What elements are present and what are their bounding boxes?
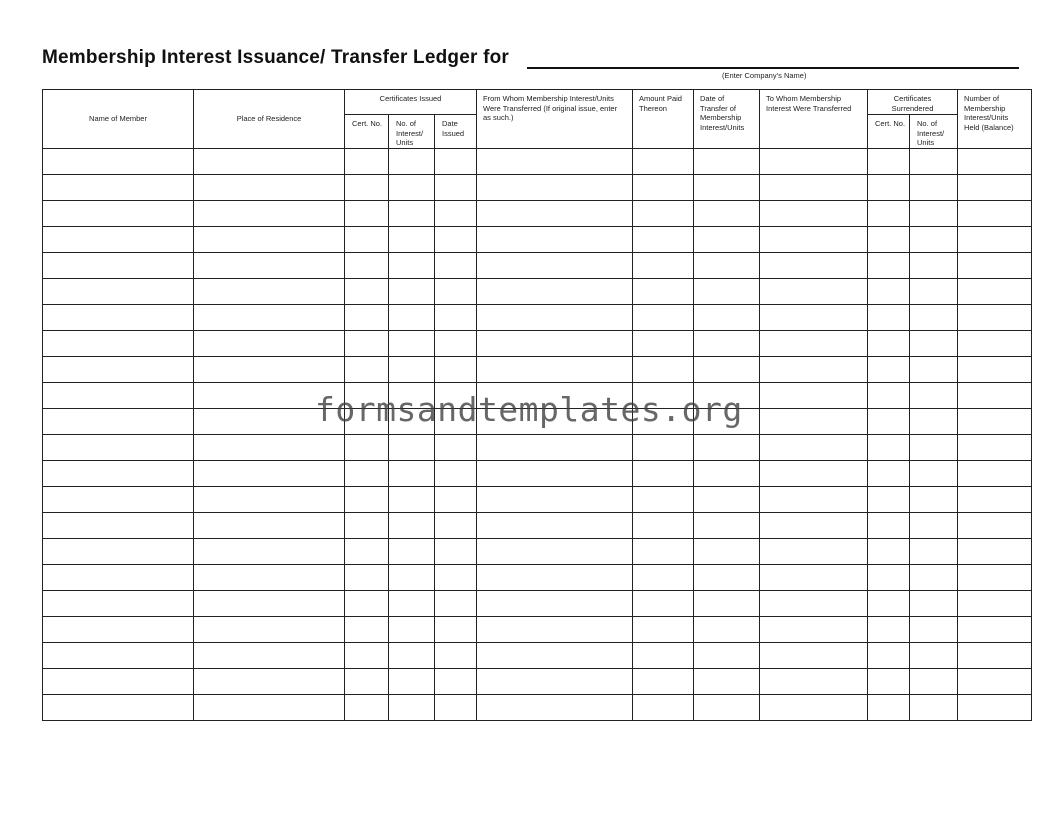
ledger-row xyxy=(43,434,1032,460)
cell-surrendered-cert-no[interactable] xyxy=(868,252,910,278)
cell-amount-paid[interactable] xyxy=(633,642,694,668)
cell-date-of-transfer[interactable] xyxy=(694,278,760,304)
cell-to-whom[interactable] xyxy=(760,174,868,200)
cell-surrendered-cert-no[interactable] xyxy=(868,226,910,252)
cell-place-of-residence[interactable] xyxy=(194,538,345,564)
cell-to-whom[interactable] xyxy=(760,564,868,590)
col-date-of-transfer: Date of Transfer of Membership Interest/Units xyxy=(694,90,760,149)
cell-place-of-residence[interactable] xyxy=(194,642,345,668)
cell-issued-date[interactable] xyxy=(435,226,477,252)
cell-from-whom[interactable] xyxy=(477,434,633,460)
cell-surrendered-no-of-interest[interactable] xyxy=(910,668,958,694)
cell-surrendered-cert-no[interactable] xyxy=(868,486,910,512)
cell-place-of-residence[interactable] xyxy=(194,590,345,616)
cell-to-whom[interactable] xyxy=(760,200,868,226)
cell-number-held[interactable] xyxy=(958,512,1032,538)
cell-surrendered-cert-no[interactable] xyxy=(868,642,910,668)
cell-amount-paid[interactable] xyxy=(633,616,694,642)
cell-number-held[interactable] xyxy=(958,382,1032,408)
ledger-row xyxy=(43,226,1032,252)
cell-issued-cert-no[interactable] xyxy=(345,668,389,694)
cell-issued-no-of-interest[interactable] xyxy=(389,434,435,460)
col-issued-date: Date Issued xyxy=(435,115,477,149)
cell-name-of-member[interactable] xyxy=(43,616,194,642)
cell-issued-date[interactable] xyxy=(435,642,477,668)
cell-date-of-transfer[interactable] xyxy=(694,174,760,200)
cell-name-of-member[interactable] xyxy=(43,668,194,694)
cell-issued-cert-no[interactable] xyxy=(345,694,389,720)
ledger-row xyxy=(43,252,1032,278)
cell-surrendered-cert-no[interactable] xyxy=(868,356,910,382)
cell-name-of-member[interactable] xyxy=(43,408,194,434)
cell-place-of-residence[interactable] xyxy=(194,330,345,356)
cell-to-whom[interactable] xyxy=(760,356,868,382)
cell-place-of-residence[interactable] xyxy=(194,200,345,226)
cell-from-whom[interactable] xyxy=(477,304,633,330)
cell-issued-cert-no[interactable] xyxy=(345,278,389,304)
cell-surrendered-cert-no[interactable] xyxy=(868,668,910,694)
cell-issued-no-of-interest[interactable] xyxy=(389,174,435,200)
ledger-row xyxy=(43,356,1032,382)
cell-from-whom[interactable] xyxy=(477,616,633,642)
cell-to-whom[interactable] xyxy=(760,616,868,642)
cell-number-held[interactable] xyxy=(958,564,1032,590)
cell-date-of-transfer[interactable] xyxy=(694,434,760,460)
cell-issued-cert-no[interactable] xyxy=(345,174,389,200)
cell-amount-paid[interactable] xyxy=(633,460,694,486)
cell-from-whom[interactable] xyxy=(477,174,633,200)
watermark: formsandtemplates.org xyxy=(315,390,743,429)
cell-issued-no-of-interest[interactable] xyxy=(389,226,435,252)
cell-date-of-transfer[interactable] xyxy=(694,148,760,174)
cell-amount-paid[interactable] xyxy=(633,278,694,304)
cell-surrendered-no-of-interest[interactable] xyxy=(910,538,958,564)
cell-issued-cert-no[interactable] xyxy=(345,330,389,356)
cell-surrendered-no-of-interest[interactable] xyxy=(910,252,958,278)
cell-surrendered-no-of-interest[interactable] xyxy=(910,382,958,408)
cell-number-held[interactable] xyxy=(958,616,1032,642)
cell-to-whom[interactable] xyxy=(760,148,868,174)
cell-date-of-transfer[interactable] xyxy=(694,668,760,694)
cell-to-whom[interactable] xyxy=(760,486,868,512)
cell-date-of-transfer[interactable] xyxy=(694,200,760,226)
cell-place-of-residence[interactable] xyxy=(194,486,345,512)
cell-surrendered-no-of-interest[interactable] xyxy=(910,356,958,382)
company-name-line[interactable] xyxy=(527,67,1019,69)
cell-issued-no-of-interest[interactable] xyxy=(389,616,435,642)
cell-surrendered-no-of-interest[interactable] xyxy=(910,200,958,226)
cell-from-whom[interactable] xyxy=(477,330,633,356)
cell-name-of-member[interactable] xyxy=(43,252,194,278)
cell-date-of-transfer[interactable] xyxy=(694,590,760,616)
cell-place-of-residence[interactable] xyxy=(194,460,345,486)
cell-surrendered-no-of-interest[interactable] xyxy=(910,564,958,590)
cell-place-of-residence[interactable] xyxy=(194,694,345,720)
cell-number-held[interactable] xyxy=(958,408,1032,434)
cell-issued-date[interactable] xyxy=(435,304,477,330)
cell-surrendered-cert-no[interactable] xyxy=(868,512,910,538)
cell-surrendered-no-of-interest[interactable] xyxy=(910,642,958,668)
cell-issued-cert-no[interactable] xyxy=(345,590,389,616)
cell-place-of-residence[interactable] xyxy=(194,226,345,252)
ledger-row xyxy=(43,538,1032,564)
cell-surrendered-no-of-interest[interactable] xyxy=(910,408,958,434)
cell-surrendered-cert-no[interactable] xyxy=(868,694,910,720)
cell-issued-date[interactable] xyxy=(435,460,477,486)
cell-date-of-transfer[interactable] xyxy=(694,616,760,642)
cell-amount-paid[interactable] xyxy=(633,174,694,200)
cell-issued-no-of-interest[interactable] xyxy=(389,278,435,304)
cell-issued-no-of-interest[interactable] xyxy=(389,148,435,174)
ledger-row xyxy=(43,304,1032,330)
cell-issued-cert-no[interactable] xyxy=(345,434,389,460)
ledger-row xyxy=(43,616,1032,642)
ledger-row xyxy=(43,330,1032,356)
cell-number-held[interactable] xyxy=(958,590,1032,616)
cell-name-of-member[interactable] xyxy=(43,174,194,200)
cell-issued-date[interactable] xyxy=(435,148,477,174)
ledger-row xyxy=(43,668,1032,694)
col-issued-no-of-interest: No. of Interest/ Units xyxy=(389,115,435,149)
company-name-hint: (Enter Company’s Name) xyxy=(722,71,807,80)
cell-number-held[interactable] xyxy=(958,330,1032,356)
cell-number-held[interactable] xyxy=(958,200,1032,226)
cell-to-whom[interactable] xyxy=(760,590,868,616)
cell-issued-cert-no[interactable] xyxy=(345,356,389,382)
cell-amount-paid[interactable] xyxy=(633,356,694,382)
cell-issued-date[interactable] xyxy=(435,252,477,278)
cell-issued-date[interactable] xyxy=(435,694,477,720)
cell-from-whom[interactable] xyxy=(477,564,633,590)
cell-amount-paid[interactable] xyxy=(633,512,694,538)
cell-surrendered-cert-no[interactable] xyxy=(868,304,910,330)
cell-issued-cert-no[interactable] xyxy=(345,642,389,668)
cell-to-whom[interactable] xyxy=(760,226,868,252)
cell-issued-no-of-interest[interactable] xyxy=(389,200,435,226)
cell-from-whom[interactable] xyxy=(477,486,633,512)
cell-name-of-member[interactable] xyxy=(43,642,194,668)
cell-name-of-member[interactable] xyxy=(43,330,194,356)
cell-place-of-residence[interactable] xyxy=(194,512,345,538)
cell-surrendered-cert-no[interactable] xyxy=(868,616,910,642)
cell-surrendered-no-of-interest[interactable] xyxy=(910,616,958,642)
ledger-title: Membership Interest Issuance/ Transfer Ledger for xyxy=(42,47,509,68)
cell-name-of-member[interactable] xyxy=(43,564,194,590)
cell-place-of-residence[interactable] xyxy=(194,434,345,460)
cell-issued-cert-no[interactable] xyxy=(345,226,389,252)
cell-amount-paid[interactable] xyxy=(633,330,694,356)
cell-issued-no-of-interest[interactable] xyxy=(389,330,435,356)
cell-issued-no-of-interest[interactable] xyxy=(389,252,435,278)
cell-surrendered-cert-no[interactable] xyxy=(868,564,910,590)
col-certificates-issued: Certificates Issued xyxy=(345,90,477,115)
col-to-whom: To Whom Membership Interest Were Transferred xyxy=(760,90,868,149)
cell-surrendered-cert-no[interactable] xyxy=(868,174,910,200)
cell-issued-date[interactable] xyxy=(435,616,477,642)
cell-surrendered-cert-no[interactable] xyxy=(868,278,910,304)
cell-surrendered-cert-no[interactable] xyxy=(868,200,910,226)
ledger-row xyxy=(43,486,1032,512)
cell-to-whom[interactable] xyxy=(760,694,868,720)
cell-surrendered-no-of-interest[interactable] xyxy=(910,278,958,304)
cell-issued-date[interactable] xyxy=(435,486,477,512)
cell-to-whom[interactable] xyxy=(760,642,868,668)
cell-issued-cert-no[interactable] xyxy=(345,564,389,590)
cell-surrendered-cert-no[interactable] xyxy=(868,460,910,486)
cell-number-held[interactable] xyxy=(958,148,1032,174)
cell-to-whom[interactable] xyxy=(760,408,868,434)
cell-name-of-member[interactable] xyxy=(43,356,194,382)
cell-issued-no-of-interest[interactable] xyxy=(389,694,435,720)
ledger-row xyxy=(43,642,1032,668)
cell-name-of-member[interactable] xyxy=(43,200,194,226)
cell-issued-date[interactable] xyxy=(435,564,477,590)
cell-from-whom[interactable] xyxy=(477,460,633,486)
cell-from-whom[interactable] xyxy=(477,694,633,720)
cell-to-whom[interactable] xyxy=(760,278,868,304)
cell-number-held[interactable] xyxy=(958,668,1032,694)
cell-name-of-member[interactable] xyxy=(43,694,194,720)
cell-to-whom[interactable] xyxy=(760,512,868,538)
ledger-row xyxy=(43,564,1032,590)
cell-surrendered-cert-no[interactable] xyxy=(868,330,910,356)
cell-place-of-residence[interactable] xyxy=(194,616,345,642)
cell-issued-no-of-interest[interactable] xyxy=(389,356,435,382)
cell-number-held[interactable] xyxy=(958,642,1032,668)
cell-date-of-transfer[interactable] xyxy=(694,252,760,278)
cell-issued-cert-no[interactable] xyxy=(345,252,389,278)
cell-surrendered-cert-no[interactable] xyxy=(868,382,910,408)
cell-issued-cert-no[interactable] xyxy=(345,460,389,486)
col-place-of-residence: Place of Residence xyxy=(194,90,345,149)
cell-issued-date[interactable] xyxy=(435,590,477,616)
cell-amount-paid[interactable] xyxy=(633,252,694,278)
cell-date-of-transfer[interactable] xyxy=(694,694,760,720)
cell-number-held[interactable] xyxy=(958,434,1032,460)
cell-date-of-transfer[interactable] xyxy=(694,642,760,668)
cell-surrendered-no-of-interest[interactable] xyxy=(910,304,958,330)
cell-from-whom[interactable] xyxy=(477,200,633,226)
cell-amount-paid[interactable] xyxy=(633,148,694,174)
cell-to-whom[interactable] xyxy=(760,460,868,486)
cell-issued-cert-no[interactable] xyxy=(345,304,389,330)
cell-name-of-member[interactable] xyxy=(43,304,194,330)
cell-date-of-transfer[interactable] xyxy=(694,356,760,382)
ledger-row xyxy=(43,278,1032,304)
cell-to-whom[interactable] xyxy=(760,538,868,564)
cell-issued-date[interactable] xyxy=(435,200,477,226)
ledger-row xyxy=(43,174,1032,200)
cell-issued-cert-no[interactable] xyxy=(345,512,389,538)
cell-name-of-member[interactable] xyxy=(43,278,194,304)
cell-place-of-residence[interactable] xyxy=(194,564,345,590)
cell-to-whom[interactable] xyxy=(760,382,868,408)
cell-name-of-member[interactable] xyxy=(43,382,194,408)
cell-issued-date[interactable] xyxy=(435,668,477,694)
cell-amount-paid[interactable] xyxy=(633,668,694,694)
cell-to-whom[interactable] xyxy=(760,434,868,460)
cell-date-of-transfer[interactable] xyxy=(694,512,760,538)
cell-date-of-transfer[interactable] xyxy=(694,226,760,252)
cell-from-whom[interactable] xyxy=(477,668,633,694)
cell-issued-date[interactable] xyxy=(435,278,477,304)
cell-surrendered-no-of-interest[interactable] xyxy=(910,486,958,512)
cell-to-whom[interactable] xyxy=(760,304,868,330)
cell-amount-paid[interactable] xyxy=(633,538,694,564)
col-surrendered-no-of-interest: No. of Interest/ Units xyxy=(910,115,958,149)
col-number-held: Number of Membership Interest/Units Held (Balance) xyxy=(958,90,1032,149)
cell-amount-paid[interactable] xyxy=(633,226,694,252)
cell-issued-no-of-interest[interactable] xyxy=(389,304,435,330)
cell-place-of-residence[interactable] xyxy=(194,304,345,330)
cell-from-whom[interactable] xyxy=(477,642,633,668)
cell-amount-paid[interactable] xyxy=(633,564,694,590)
cell-issued-cert-no[interactable] xyxy=(345,486,389,512)
cell-date-of-transfer[interactable] xyxy=(694,564,760,590)
cell-name-of-member[interactable] xyxy=(43,538,194,564)
cell-issued-no-of-interest[interactable] xyxy=(389,486,435,512)
cell-amount-paid[interactable] xyxy=(633,304,694,330)
cell-issued-no-of-interest[interactable] xyxy=(389,642,435,668)
col-amount-paid: Amount Paid Thereon xyxy=(633,90,694,149)
cell-issued-date[interactable] xyxy=(435,174,477,200)
cell-surrendered-no-of-interest[interactable] xyxy=(910,590,958,616)
col-certificates-surrendered: Certificates Surrendered xyxy=(868,90,958,115)
cell-name-of-member[interactable] xyxy=(43,148,194,174)
cell-date-of-transfer[interactable] xyxy=(694,538,760,564)
ledger-row xyxy=(43,512,1032,538)
cell-issued-no-of-interest[interactable] xyxy=(389,538,435,564)
cell-surrendered-no-of-interest[interactable] xyxy=(910,226,958,252)
cell-surrendered-cert-no[interactable] xyxy=(868,538,910,564)
cell-number-held[interactable] xyxy=(958,304,1032,330)
cell-issued-cert-no[interactable] xyxy=(345,148,389,174)
cell-from-whom[interactable] xyxy=(477,226,633,252)
cell-issued-no-of-interest[interactable] xyxy=(389,668,435,694)
cell-name-of-member[interactable] xyxy=(43,434,194,460)
cell-name-of-member[interactable] xyxy=(43,512,194,538)
cell-name-of-member[interactable] xyxy=(43,590,194,616)
ledger-row xyxy=(43,460,1032,486)
cell-issued-date[interactable] xyxy=(435,356,477,382)
cell-amount-paid[interactable] xyxy=(633,694,694,720)
cell-issued-cert-no[interactable] xyxy=(345,200,389,226)
cell-issued-no-of-interest[interactable] xyxy=(389,564,435,590)
cell-number-held[interactable] xyxy=(958,226,1032,252)
cell-from-whom[interactable] xyxy=(477,538,633,564)
cell-place-of-residence[interactable] xyxy=(194,252,345,278)
cell-date-of-transfer[interactable] xyxy=(694,330,760,356)
cell-date-of-transfer[interactable] xyxy=(694,486,760,512)
cell-to-whom[interactable] xyxy=(760,330,868,356)
cell-place-of-residence[interactable] xyxy=(194,148,345,174)
cell-place-of-residence[interactable] xyxy=(194,356,345,382)
col-issued-cert-no: Cert. No. xyxy=(345,115,389,149)
cell-issued-date[interactable] xyxy=(435,434,477,460)
cell-issued-cert-no[interactable] xyxy=(345,616,389,642)
cell-from-whom[interactable] xyxy=(477,512,633,538)
cell-surrendered-cert-no[interactable] xyxy=(868,148,910,174)
cell-amount-paid[interactable] xyxy=(633,486,694,512)
col-surrendered-cert-no: Cert. No. xyxy=(868,115,910,149)
cell-number-held[interactable] xyxy=(958,252,1032,278)
cell-date-of-transfer[interactable] xyxy=(694,304,760,330)
cell-number-held[interactable] xyxy=(958,486,1032,512)
cell-surrendered-no-of-interest[interactable] xyxy=(910,148,958,174)
cell-place-of-residence[interactable] xyxy=(194,278,345,304)
cell-amount-paid[interactable] xyxy=(633,590,694,616)
cell-from-whom[interactable] xyxy=(477,148,633,174)
cell-name-of-member[interactable] xyxy=(43,460,194,486)
cell-number-held[interactable] xyxy=(958,174,1032,200)
cell-number-held[interactable] xyxy=(958,538,1032,564)
ledger-body xyxy=(43,148,1032,720)
cell-surrendered-no-of-interest[interactable] xyxy=(910,330,958,356)
ledger-row xyxy=(43,200,1032,226)
cell-place-of-residence[interactable] xyxy=(194,668,345,694)
cell-issued-no-of-interest[interactable] xyxy=(389,590,435,616)
cell-surrendered-no-of-interest[interactable] xyxy=(910,460,958,486)
ledger-row xyxy=(43,148,1032,174)
cell-issued-date[interactable] xyxy=(435,512,477,538)
cell-date-of-transfer[interactable] xyxy=(694,460,760,486)
cell-number-held[interactable] xyxy=(958,278,1032,304)
cell-surrendered-cert-no[interactable] xyxy=(868,408,910,434)
cell-surrendered-no-of-interest[interactable] xyxy=(910,174,958,200)
cell-issued-cert-no[interactable] xyxy=(345,538,389,564)
cell-surrendered-cert-no[interactable] xyxy=(868,590,910,616)
cell-to-whom[interactable] xyxy=(760,252,868,278)
cell-amount-paid[interactable] xyxy=(633,200,694,226)
cell-issued-no-of-interest[interactable] xyxy=(389,460,435,486)
cell-to-whom[interactable] xyxy=(760,668,868,694)
cell-from-whom[interactable] xyxy=(477,356,633,382)
cell-surrendered-no-of-interest[interactable] xyxy=(910,434,958,460)
cell-name-of-member[interactable] xyxy=(43,486,194,512)
ledger-row xyxy=(43,590,1032,616)
cell-number-held[interactable] xyxy=(958,694,1032,720)
cell-name-of-member[interactable] xyxy=(43,226,194,252)
cell-from-whom[interactable] xyxy=(477,252,633,278)
cell-place-of-residence[interactable] xyxy=(194,174,345,200)
col-from-whom: From Whom Membership Interest/Units Were Transferred (If original issue, enter as such.) xyxy=(477,90,633,149)
cell-from-whom[interactable] xyxy=(477,278,633,304)
cell-issued-date[interactable] xyxy=(435,538,477,564)
cell-amount-paid[interactable] xyxy=(633,434,694,460)
cell-issued-no-of-interest[interactable] xyxy=(389,512,435,538)
cell-from-whom[interactable] xyxy=(477,590,633,616)
col-name-of-member: Name of Member xyxy=(43,90,194,149)
cell-surrendered-no-of-interest[interactable] xyxy=(910,694,958,720)
cell-surrendered-cert-no[interactable] xyxy=(868,434,910,460)
cell-number-held[interactable] xyxy=(958,460,1032,486)
cell-number-held[interactable] xyxy=(958,356,1032,382)
cell-issued-date[interactable] xyxy=(435,330,477,356)
cell-surrendered-no-of-interest[interactable] xyxy=(910,512,958,538)
ledger-row xyxy=(43,694,1032,720)
